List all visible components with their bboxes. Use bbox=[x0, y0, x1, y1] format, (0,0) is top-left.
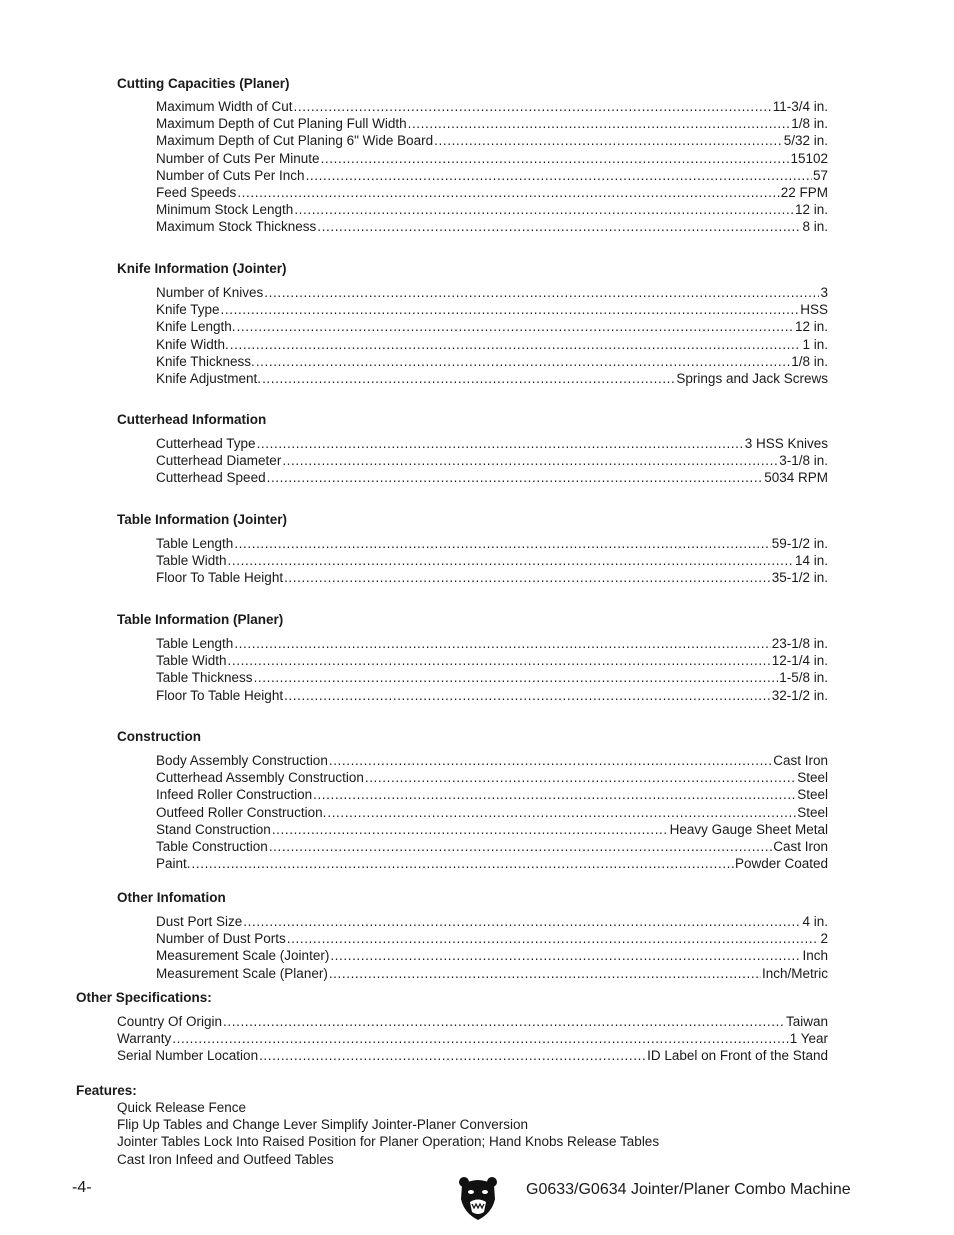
spec-value: 1-5/8 in. bbox=[779, 670, 828, 686]
spec-value: 3 HSS Knives bbox=[744, 436, 828, 451]
spec-value: 32-1/2 in. bbox=[771, 687, 828, 703]
dot-leader bbox=[269, 838, 772, 855]
spec-row bbox=[156, 353, 828, 370]
spec-value: 12 in. bbox=[794, 202, 828, 218]
spec-label: Number of Dust Ports bbox=[156, 931, 286, 947]
spec-value: 8 in. bbox=[802, 219, 828, 235]
spec-label: Floor To Table Height bbox=[156, 570, 284, 586]
feature-item: Quick Release Fence bbox=[117, 1100, 247, 1115]
spec-label: Cutterhead Type bbox=[156, 436, 256, 451]
spec-value: 5/32 in. bbox=[783, 133, 828, 149]
spec-row bbox=[156, 930, 828, 947]
spec-row bbox=[156, 336, 828, 353]
spec-label: Measurement Scale (Jointer) bbox=[156, 948, 330, 964]
dot-leader bbox=[317, 218, 801, 235]
spec-value: 12 in. bbox=[794, 319, 828, 335]
dot-leader bbox=[329, 752, 772, 769]
feature-item: Jointer Tables Lock Into Raised Position for Planer Operation; Hand Knobs Release Tables bbox=[117, 1134, 660, 1150]
spec-row bbox=[156, 98, 828, 115]
bear-head-logo-icon bbox=[458, 1175, 498, 1221]
section-title-cutterhead: Cutterhead Information bbox=[117, 412, 267, 427]
spec-row bbox=[156, 201, 828, 218]
dot-leader bbox=[237, 184, 779, 201]
dot-leader bbox=[234, 635, 770, 652]
page-number: -4- bbox=[72, 1179, 92, 1196]
spec-row bbox=[156, 569, 828, 586]
spec-row bbox=[156, 301, 828, 318]
spec-label: Table Length bbox=[156, 536, 234, 551]
spec-label: Maximum Depth of Cut Planing Full Width bbox=[156, 116, 407, 132]
spec-label: Warranty bbox=[117, 1031, 172, 1047]
spec-value: Steel bbox=[797, 770, 828, 786]
spec-row bbox=[117, 1030, 828, 1047]
spec-row bbox=[156, 284, 828, 301]
dot-leader bbox=[306, 167, 812, 184]
spec-row bbox=[156, 115, 828, 132]
dot-leader bbox=[257, 435, 744, 452]
spec-label: Feed Speeds bbox=[156, 185, 237, 200]
section-title-table-jointer: Table Information (Jointer) bbox=[117, 512, 288, 527]
dot-leader bbox=[294, 201, 794, 218]
dot-leader bbox=[284, 687, 771, 704]
spec-row bbox=[156, 769, 828, 786]
spec-row bbox=[156, 786, 828, 803]
section-title-other: Other Infomation bbox=[117, 890, 226, 905]
spec-label: Table Width bbox=[156, 653, 227, 669]
dot-leader bbox=[408, 115, 791, 132]
spec-row bbox=[156, 913, 828, 930]
dot-leader bbox=[294, 98, 772, 115]
spec-row bbox=[156, 150, 828, 167]
spec-label: Serial Number Location bbox=[117, 1048, 259, 1064]
spec-label: Stand Construction bbox=[156, 821, 271, 837]
spec-row bbox=[156, 218, 828, 235]
spec-value: Cast Iron bbox=[773, 753, 828, 768]
spec-label: Paint. bbox=[156, 856, 191, 872]
spec-value: 59-1/2 in. bbox=[771, 536, 828, 551]
spec-label: Maximum Stock Thickness bbox=[156, 219, 317, 235]
spec-label: Outfeed Roller Construction. bbox=[156, 804, 327, 820]
spec-label: Knife Thickness. bbox=[156, 353, 255, 369]
spec-label: Cutterhead Assembly Construction bbox=[156, 770, 364, 786]
spec-row bbox=[156, 469, 828, 486]
dot-leader bbox=[256, 353, 790, 370]
spec-label: Country Of Origin bbox=[117, 1014, 223, 1029]
spec-row bbox=[156, 947, 828, 964]
spec-row bbox=[117, 1013, 828, 1030]
spec-value: 1/8 in. bbox=[791, 116, 828, 132]
spec-label: Dust Port Size bbox=[156, 914, 243, 929]
spec-value: 1 in. bbox=[802, 336, 828, 352]
spec-row bbox=[156, 318, 828, 335]
dot-leader bbox=[282, 452, 778, 469]
section-title-construction: Construction bbox=[117, 729, 201, 744]
feature-item: Cast Iron Infeed and Outfeed Tables bbox=[117, 1151, 334, 1167]
dot-leader bbox=[221, 301, 800, 318]
spec-label: Maximum Depth of Cut Planing 6" Wide Board bbox=[156, 133, 434, 149]
spec-value: Steel bbox=[797, 804, 828, 820]
dot-leader bbox=[234, 535, 770, 552]
spec-label: Floor To Table Height bbox=[156, 687, 284, 703]
spec-value: 22 FPM bbox=[780, 185, 828, 200]
spec-row bbox=[156, 838, 828, 855]
dot-leader bbox=[313, 786, 796, 803]
section-title-other-specs: Other Specifications: bbox=[76, 990, 212, 1005]
spec-label: Maximum Width of Cut bbox=[156, 99, 293, 114]
spec-value: 15102 bbox=[790, 150, 828, 166]
spec-row bbox=[156, 687, 828, 704]
dot-leader bbox=[230, 336, 802, 353]
spec-value: 11-3/4 in. bbox=[772, 99, 828, 114]
spec-value: Powder Coated bbox=[734, 856, 828, 872]
spec-value: 3-1/8 in. bbox=[779, 453, 828, 469]
spec-row bbox=[156, 452, 828, 469]
spec-row bbox=[156, 752, 828, 769]
spec-row bbox=[156, 535, 828, 552]
spec-row bbox=[156, 669, 828, 686]
dot-leader bbox=[365, 769, 796, 786]
dot-leader bbox=[272, 821, 669, 838]
spec-value: Taiwan bbox=[785, 1014, 828, 1029]
spec-label: Knife Length. bbox=[156, 319, 236, 335]
spec-label: Cutterhead Diameter bbox=[156, 453, 282, 469]
spec-value: 12-1/4 in. bbox=[771, 653, 828, 669]
spec-row bbox=[156, 167, 828, 184]
dot-leader bbox=[327, 804, 796, 821]
dot-leader bbox=[284, 569, 771, 586]
spec-value: 5034 RPM bbox=[764, 470, 828, 486]
dot-leader bbox=[287, 930, 820, 947]
dot-leader bbox=[330, 947, 801, 964]
spec-label: Number of Cuts Per Inch bbox=[156, 167, 305, 183]
spec-value: 14 in. bbox=[794, 553, 828, 569]
spec-value: ID Label on Front of the Stand bbox=[647, 1048, 828, 1064]
spec-row bbox=[156, 635, 828, 652]
spec-label: Cutterhead Speed bbox=[156, 470, 266, 486]
spec-label: Minimum Stock Length bbox=[156, 202, 294, 218]
dot-leader bbox=[243, 913, 801, 930]
section-title-knife: Knife Information (Jointer) bbox=[117, 261, 287, 276]
dot-leader bbox=[172, 1030, 788, 1047]
dot-leader bbox=[262, 370, 675, 387]
spec-label: Table Construction bbox=[156, 839, 268, 854]
feature-item: Flip Up Tables and Change Lever Simplify Jointer-Planer Conversion bbox=[117, 1117, 528, 1133]
spec-row bbox=[156, 652, 828, 669]
spec-value: 2 bbox=[820, 931, 828, 947]
dot-leader bbox=[228, 652, 771, 669]
spec-label: Table Thickness bbox=[156, 670, 253, 686]
dot-leader bbox=[321, 150, 790, 167]
spec-row bbox=[156, 132, 828, 149]
spec-label: Knife Adjustment. bbox=[156, 371, 262, 386]
section-title-table-planer: Table Information (Planer) bbox=[117, 612, 284, 627]
spec-label: Number of Knives bbox=[156, 285, 264, 300]
dot-leader bbox=[329, 965, 761, 982]
spec-value: Inch bbox=[802, 948, 828, 964]
spec-row bbox=[156, 821, 828, 838]
spec-value: Inch/Metric bbox=[761, 965, 828, 981]
spec-value: 23-1/8 in. bbox=[771, 636, 828, 651]
spec-row bbox=[156, 855, 828, 872]
spec-value: 57 bbox=[812, 167, 828, 183]
spec-label: Body Assembly Construction bbox=[156, 753, 328, 768]
section-title-features: Features: bbox=[76, 1083, 137, 1098]
spec-label: Knife Width. bbox=[156, 336, 229, 352]
spec-value: 3 bbox=[820, 285, 828, 300]
spec-value: 35-1/2 in. bbox=[771, 570, 828, 586]
spec-label: Number of Cuts Per Minute bbox=[156, 150, 320, 166]
spec-row bbox=[117, 1047, 828, 1064]
spec-value: 4 in. bbox=[802, 914, 828, 929]
spec-value: 1 Year bbox=[789, 1031, 828, 1047]
dot-leader bbox=[223, 1013, 785, 1030]
spec-label: Knife Type bbox=[156, 302, 220, 318]
spec-row bbox=[156, 552, 828, 569]
spec-value: Cast Iron bbox=[773, 839, 828, 854]
dot-leader bbox=[192, 855, 734, 872]
dot-leader bbox=[264, 284, 819, 301]
spec-value: Steel bbox=[797, 787, 828, 803]
spec-row bbox=[156, 965, 828, 982]
dot-leader bbox=[267, 469, 764, 486]
spec-value: 1/8 in. bbox=[791, 353, 828, 369]
spec-row bbox=[156, 370, 828, 387]
spec-row bbox=[156, 435, 828, 452]
dot-leader bbox=[259, 1047, 646, 1064]
dot-leader bbox=[237, 318, 794, 335]
spec-label: Measurement Scale (Planer) bbox=[156, 965, 328, 981]
spec-label: Table Width bbox=[156, 553, 227, 569]
spec-value: Heavy Gauge Sheet Metal bbox=[669, 821, 828, 837]
dot-leader bbox=[228, 552, 794, 569]
spec-label: Table Length bbox=[156, 636, 234, 651]
spec-label: Infeed Roller Construction bbox=[156, 787, 313, 803]
spec-value: HSS bbox=[800, 302, 828, 318]
dot-leader bbox=[434, 132, 783, 149]
spec-row bbox=[156, 804, 828, 821]
dot-leader bbox=[254, 669, 779, 686]
spec-row bbox=[156, 184, 828, 201]
section-title-planer: Cutting Capacities (Planer) bbox=[117, 76, 290, 91]
spec-value: Springs and Jack Screws bbox=[676, 371, 828, 386]
footer-title: G0633/G0634 Jointer/Planer Combo Machine bbox=[526, 1181, 851, 1198]
